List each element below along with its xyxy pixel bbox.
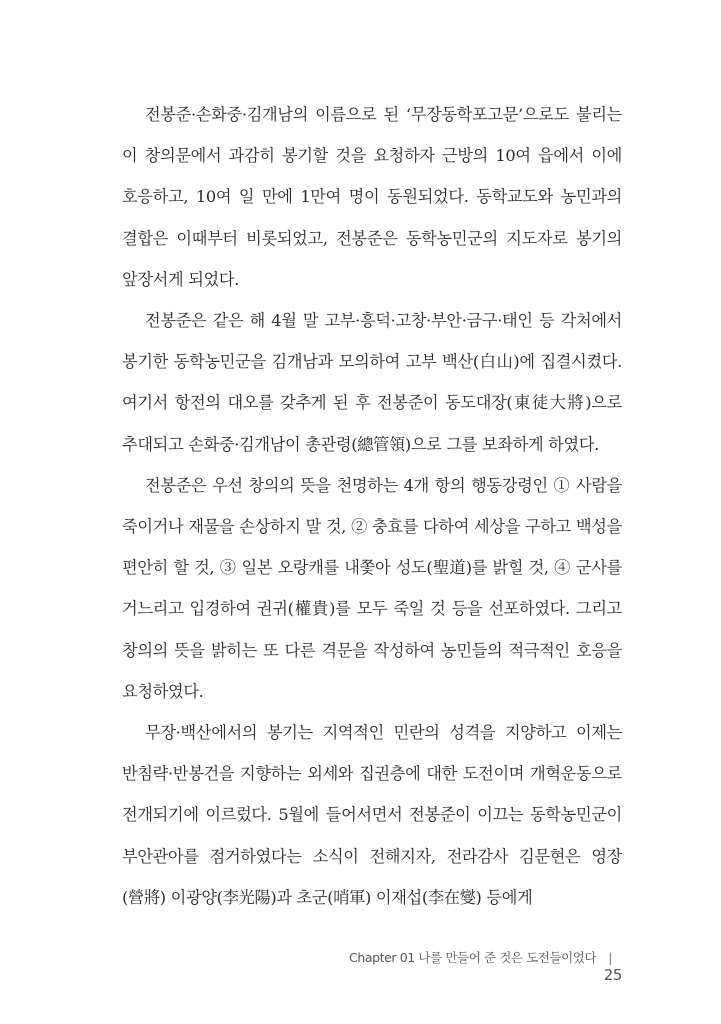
paragraph: 전봉준은 같은 해 4월 말 고부·흥덕·고창·부안·금구·태인 등 각처에서 봉기한 동학농민군을 김개남과 모의하여 고부 백산(白山)에 집결시켰다. 여기서 항전의 대오를 갖추게 된 후 전봉준이 동도대장(東徒大將)으로 추대되고 손화중·김개남이 총관령(總管領)으로 그를 보좌하게 하였다. xyxy=(122,311,622,454)
paragraph: 무장·백산에서의 봉기는 지역적인 민란의 성격을 지양하고 이제는 반침략·반봉건을 지향하는 외세와 집권층에 대한 도전이며 개혁운동으로 전개되기에 이르렀다. 5월에 들어서면서 전봉준이 이끄는 동학농민군이 부안관아를 점거하였다는 소식이 전해지자, 전라감사 김문현은 영장(營將) 이광양(李光陽)과 초군(哨軍) 이재섭(李在燮) 등에게 xyxy=(122,723,622,907)
paragraph: 전봉준은 우선 창의의 뜻을 천명하는 4개 항의 행동강령인 ① 사람을 죽이거나 재물을 손상하지 말 것, ② 충효를 다하여 세상을 구하고 백성을 편안히 할 것, ③ 일본 오랑캐를 내쫓아 성도(聖道)를 밝힐 것, ④ 군사를 거느리고 입경하여 권귀(權貴)를 모두 죽일 것 등을 선포하였다. 그리고 창의의 뜻을 밝히는 또 다른 격문을 작성하여 농민들의 적극적인 호응을 요청하였다. xyxy=(122,475,622,701)
footer-separator: | xyxy=(608,950,612,965)
page-footer xyxy=(340,948,622,984)
page-body xyxy=(122,94,622,918)
running-title: Chapter 01 나를 만들어 준 것은 도전들이었다 xyxy=(349,950,597,965)
paragraph: 전봉준·손화중·김개남의 이름으로 된 ‘무장동학포고문’으로도 불리는 이 창의문에서 과감히 봉기할 것을 요청하자 근방의 10여 읍에서 이에 호응하고, 10여 일 만에 1만여 명이 동원되었다. 동학교도와 농민과의 결합은 이때부터 비롯되었고, 전봉준은 동학농민군의 지도자로 봉기의 앞장서게 되었다. xyxy=(122,105,622,289)
page-number: 25 xyxy=(603,966,622,984)
